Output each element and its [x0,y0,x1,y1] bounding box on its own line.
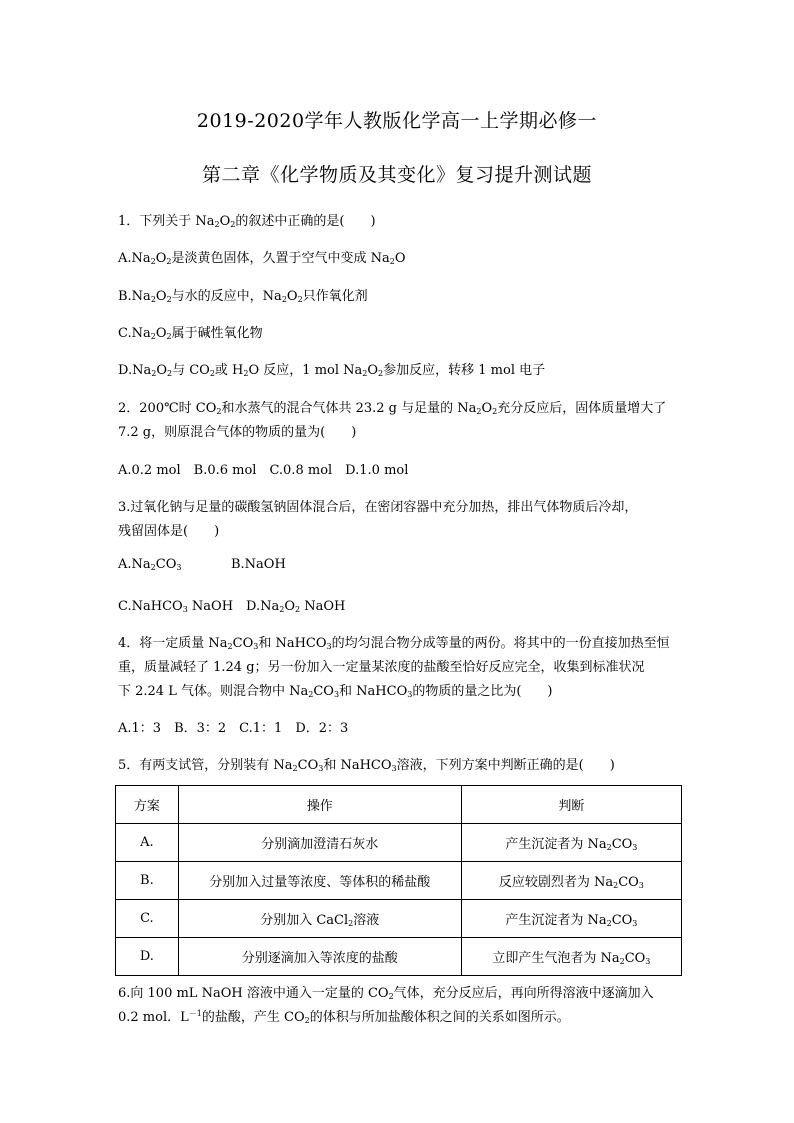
q3-option-a: $A.Na_2CO_3$ [118,557,182,572]
row-label: C. [116,900,179,938]
q4-options: A.1：3 B．3：2 C.1：1 D．2：3 [118,721,349,736]
q1-option-a: $A.Na_2O_2$是淡黄色固体，久置于空气中变成 $Na_2O$ [118,251,406,266]
q2-line2: 7.2 g，则原混合气体的物质的量为( ) [118,425,357,440]
q2-line1: 2．200℃时 $CO_2$和水蒸气的混合气体共 23.2 g 与足量的 $Na_2O_2$充分反应后，固体质量增大了 [118,401,667,416]
header-operation: 操作 [178,786,461,824]
q4-line2: 重，质量减轻了 1.24 g；另一份加入一定量某浓度的盐酸至恰好反应完全，收集到标准状况 [118,660,645,675]
q3-option-cd: C.NaHCO$_3$ NaOH $D.Na_2O_2$ NaOH [118,599,346,614]
document-title-line1: 2019-2020学年人教版化学高一上学期必修一 [196,110,598,132]
row-operation: 分别加入过量等浓度、等体积的稀盐酸 [178,862,461,900]
row-label: D. [116,938,179,976]
table-row [116,900,682,938]
q6-line2: 0.2 mol．$L^{-1}$的盐酸，产生 $CO_2$的体积与所加盐酸体积之间的关系如图所示。 [118,1009,570,1025]
row-label: B. [116,862,179,900]
q3-line1: 3.过氧化钠与足量的碳酸氢钠固体混合后，在密闭容器中充分加热，排出气体物质后冷却， [118,500,638,515]
q1-option-c: $C.Na_2O_2$属于碱性氧化物 [118,326,263,341]
q5-options-table [115,785,682,976]
row-label: A. [116,824,179,862]
table-header-row [116,786,682,824]
header-judgment: 判断 [461,786,681,824]
q5-stem: 5．有两支试管，分别装有 $Na_2CO_3$和 NaHCO$_3$溶液，下列方案中判断正确的是( ) [118,758,615,773]
row-judgment: 产生沉淀者为 $Na_2CO_3$ [461,900,681,938]
q6-line1: 6.向 100 mL NaOH 溶液中通入一定量的 $CO_2$气体，充分反应后，再向所得溶液中逐滴加入 [118,986,654,1001]
q4-line3: 下 2.24 L 气体。则混合物中 $Na_2CO_3$和 NaHCO$_3$的物质的量之比为( ) [118,684,553,699]
q3-line2: 残留固体是( ) [118,524,220,539]
row-judgment: 立即产生气泡者为 $Na_2CO_3$ [461,938,681,976]
q1-option-b: $B.Na_2O_2$与水的反应中，$Na_2O_2$只作氧化剂 [118,289,368,304]
q4-line1: 4．将一定质量 $Na_2CO_3$和 NaHCO$_3$的均匀混合物分成等量的两份。将其中的一份直接加热至恒 [118,636,670,651]
table-row [116,824,682,862]
header-scheme: 方案 [116,786,179,824]
q3-option-b: B.NaOH [231,557,286,572]
table-row [116,862,682,900]
q1-stem: 1．下列关于 $Na_2O_2$的叙述中正确的是( ) [118,214,376,229]
q1-option-d: $D.Na_2O_2$与 $CO_2$或 $H_2O$ 反应，1 mol $Na_2O_2$参加反应，转移 1 mol 电子 [118,363,546,378]
row-operation: 分别滴加澄清石灰水 [178,824,461,862]
row-operation: 分别逐滴加入等浓度的盐酸 [178,938,461,976]
row-judgment: 反应较剧烈者为 $Na_2CO_3$ [461,862,681,900]
row-judgment: 产生沉淀者为 $Na_2CO_3$ [461,824,681,862]
table-row [116,938,682,976]
row-operation: 分别加入 CaCl$_2$溶液 [178,900,461,938]
document-title-line2: 第二章《化学物质及其变化》复习提升测试题 [201,164,592,186]
q2-options: A.0.2 mol B.0.6 mol C.0.8 mol D.1.0 mol [118,463,409,478]
